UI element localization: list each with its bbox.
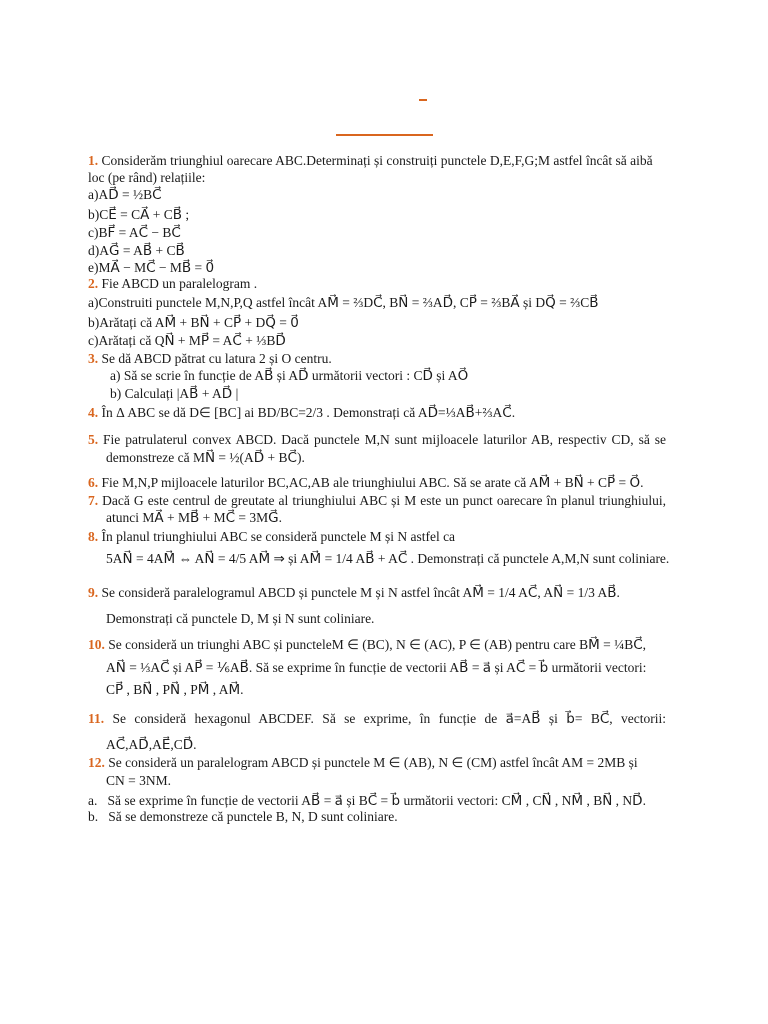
line-19 [88,493,666,509]
line-text: d)AG⃗ = AB⃗ + CB⃗ [88,243,185,258]
line-text: c)BF⃗ = AC⃗ − BC⃗ [88,225,181,240]
line-20 [106,510,282,526]
line-text: AN⃗ = ⅓AC⃗ și AP⃗ = ⅙AB⃗. Să se exprime în funcție de vectorii AB⃗ = a⃗ și AC⃗ = b⃗ următorii vectori: [106,660,647,675]
item-number-7: 7. [88,493,99,508]
line-6 [88,243,185,259]
line-16 [88,432,666,448]
line-12 [88,351,332,367]
line-text: Să se exprime în funcție de vectorii AB⃗ = a⃗ și BC⃗ = b⃗ următorii vectori: CM⃗ , CN⃗ , NM⃗ , BN⃗ , ND⃗. [107,793,646,808]
line-33 [88,809,398,825]
item-number-3: 3. [88,351,99,366]
line-text: Fie M,N,P mijloacele laturilor BC,AC,AB ale triunghiului ABC. Să se arate că AM⃗ + BN⃗ + CP⃗ = O⃗. [101,475,644,490]
header-mark [419,99,427,101]
line-text: CN = 3NM. [106,773,171,788]
line-13 [110,368,468,384]
line-22 [106,551,669,567]
line-text: În Δ ABC se dă D∈ [BC] ai BD/BC=2/3 . Demonstrați că AD⃗=⅓AB⃗+⅔AC⃗. [101,405,516,420]
line-31 [106,773,171,789]
line-10 [88,315,299,331]
item-number-2: 2. [88,276,99,291]
item-number-4: 4. [88,405,99,420]
item-number-12: 12. [88,755,105,770]
line-14 [110,386,238,402]
line-28 [88,711,666,727]
line-text: loc (pe rând) relațiile: [88,170,206,185]
line-text: b)Arătați că AM⃗ + BN⃗ + CP⃗ + DQ⃗ = 0⃗ [88,315,299,330]
line-text: Se consideră paralelogramul ABCD și punctele M și N astfel încât AM⃗ = 1/4 AC⃗, AN⃗ = 1/3 AB⃗. [101,585,620,600]
line-5 [88,225,181,241]
line-15 [88,405,515,421]
line-text: Să se demonstreze că punctele B, N, D sunt coliniare. [108,809,398,824]
line-text: Se consideră un triunghi ABC și puncteleM ∈ (BC), N ∈ (AC), P ∈ (AB) pentru care BM⃗ = ¼BC⃗, [108,637,647,652]
line-9 [88,295,599,311]
line-27 [106,682,244,698]
line-text: Fie ABCD un paralelogram . [101,276,258,291]
line-7 [88,260,214,276]
item-letter-a: a. [88,793,98,808]
line-29 [106,737,197,753]
line-text: c)Arătați că QN⃗ + MP⃗ = AC⃗ + ⅓BD⃗ [88,333,286,348]
line-26 [106,660,646,676]
line-3 [88,187,162,203]
item-number-1: 1. [88,153,99,168]
item-number-9: 9. [88,585,99,600]
line-text: a) Să se scrie în funcție de AB⃗ și AD⃗ următorii vectori : CD⃗ și AO⃗ [110,368,469,383]
line-text: a)Construiti punctele M,N,P,Q astfel încât AM⃗ = ⅔DC⃗, BN⃗ = ⅔AD⃗, CP⃗ = ⅔BA⃗ și DQ⃗ = ⅔CB⃗ [88,295,599,310]
line-11 [88,333,286,349]
line-text: CP⃗ , BN⃗ , PN⃗ , PM⃗ , AM⃗. [106,682,244,697]
line-text: demonstreze că MN⃗ = ½(AD⃗ + BC⃗). [106,450,305,465]
item-letter-b: b. [88,809,99,824]
line-24 [106,611,374,627]
line-text: Fie patrulaterul convex ABCD. Dacă punctele M,N sunt mijloacele laturilor AB, respectiv CD, să se [103,432,666,447]
item-number-11: 11. [88,711,105,726]
title-underline [336,134,433,136]
item-number-10: 10. [88,637,105,652]
item-number-5: 5. [88,432,99,447]
line-4 [88,207,189,223]
item-number-6: 6. [88,475,99,490]
line-text: AC⃗,AD⃗,AE⃗,CD⃗. [106,737,197,752]
line-1 [88,153,653,169]
line-25 [88,637,646,653]
line-text: a)AD⃗ = ½BC⃗ [88,187,162,202]
line-text: e)MA⃗ − MC⃗ − MB⃗ = 0⃗ [88,260,215,275]
line-text: b) Calculați |AB⃗ + AD⃗ | [110,386,239,401]
line-17 [106,450,305,466]
line-30 [88,755,638,771]
line-8 [88,276,257,292]
line-2 [88,170,205,186]
line-text: Dacă G este centrul de greutate al triunghiului ABC și M este un punct oarecare în planul triunghiului, [102,493,666,508]
line-18 [88,475,644,491]
line-23 [88,585,620,601]
line-text: 5AN⃗ = 4AM⃗ ⇔ AN⃗ = 4/5 AM⃗ ⇒ și AM⃗ = 1/4 AB⃗ + AC⃗ . Demonstrați că punctele A,M,N sunt coliniare. [106,551,670,566]
line-text: În planul triunghiului ABC se consideră punctele M și N astfel ca [101,529,456,544]
line-text: atunci MA⃗ + MB⃗ + MC⃗ = 3MG⃗. [106,510,282,525]
line-text: Demonstrați că punctele D, M și N sunt coliniare. [106,611,375,626]
line-text: Considerăm triunghiul oarecare ABC.Determinați și construiți punctele D,E,F,G;M astfel încât să aibă [101,153,653,168]
line-text: Se dă ABCD pătrat cu latura 2 și O centru. [101,351,332,366]
line-text: Se consideră hexagonul ABCDEF. Să se exprime, în funcție de a⃗=AB⃗ și b⃗= BC⃗, vectorii: [112,711,667,726]
line-32 [88,793,646,809]
item-number-8: 8. [88,529,99,544]
line-text: Se consideră un paralelogram ABCD și punctele M ∈ (AB), N ∈ (CM) astfel încât AM = 2MB și [108,755,638,770]
line-text: b)CE⃗ = CA⃗ + CB⃗ ; [88,207,190,222]
line-21 [88,529,455,545]
